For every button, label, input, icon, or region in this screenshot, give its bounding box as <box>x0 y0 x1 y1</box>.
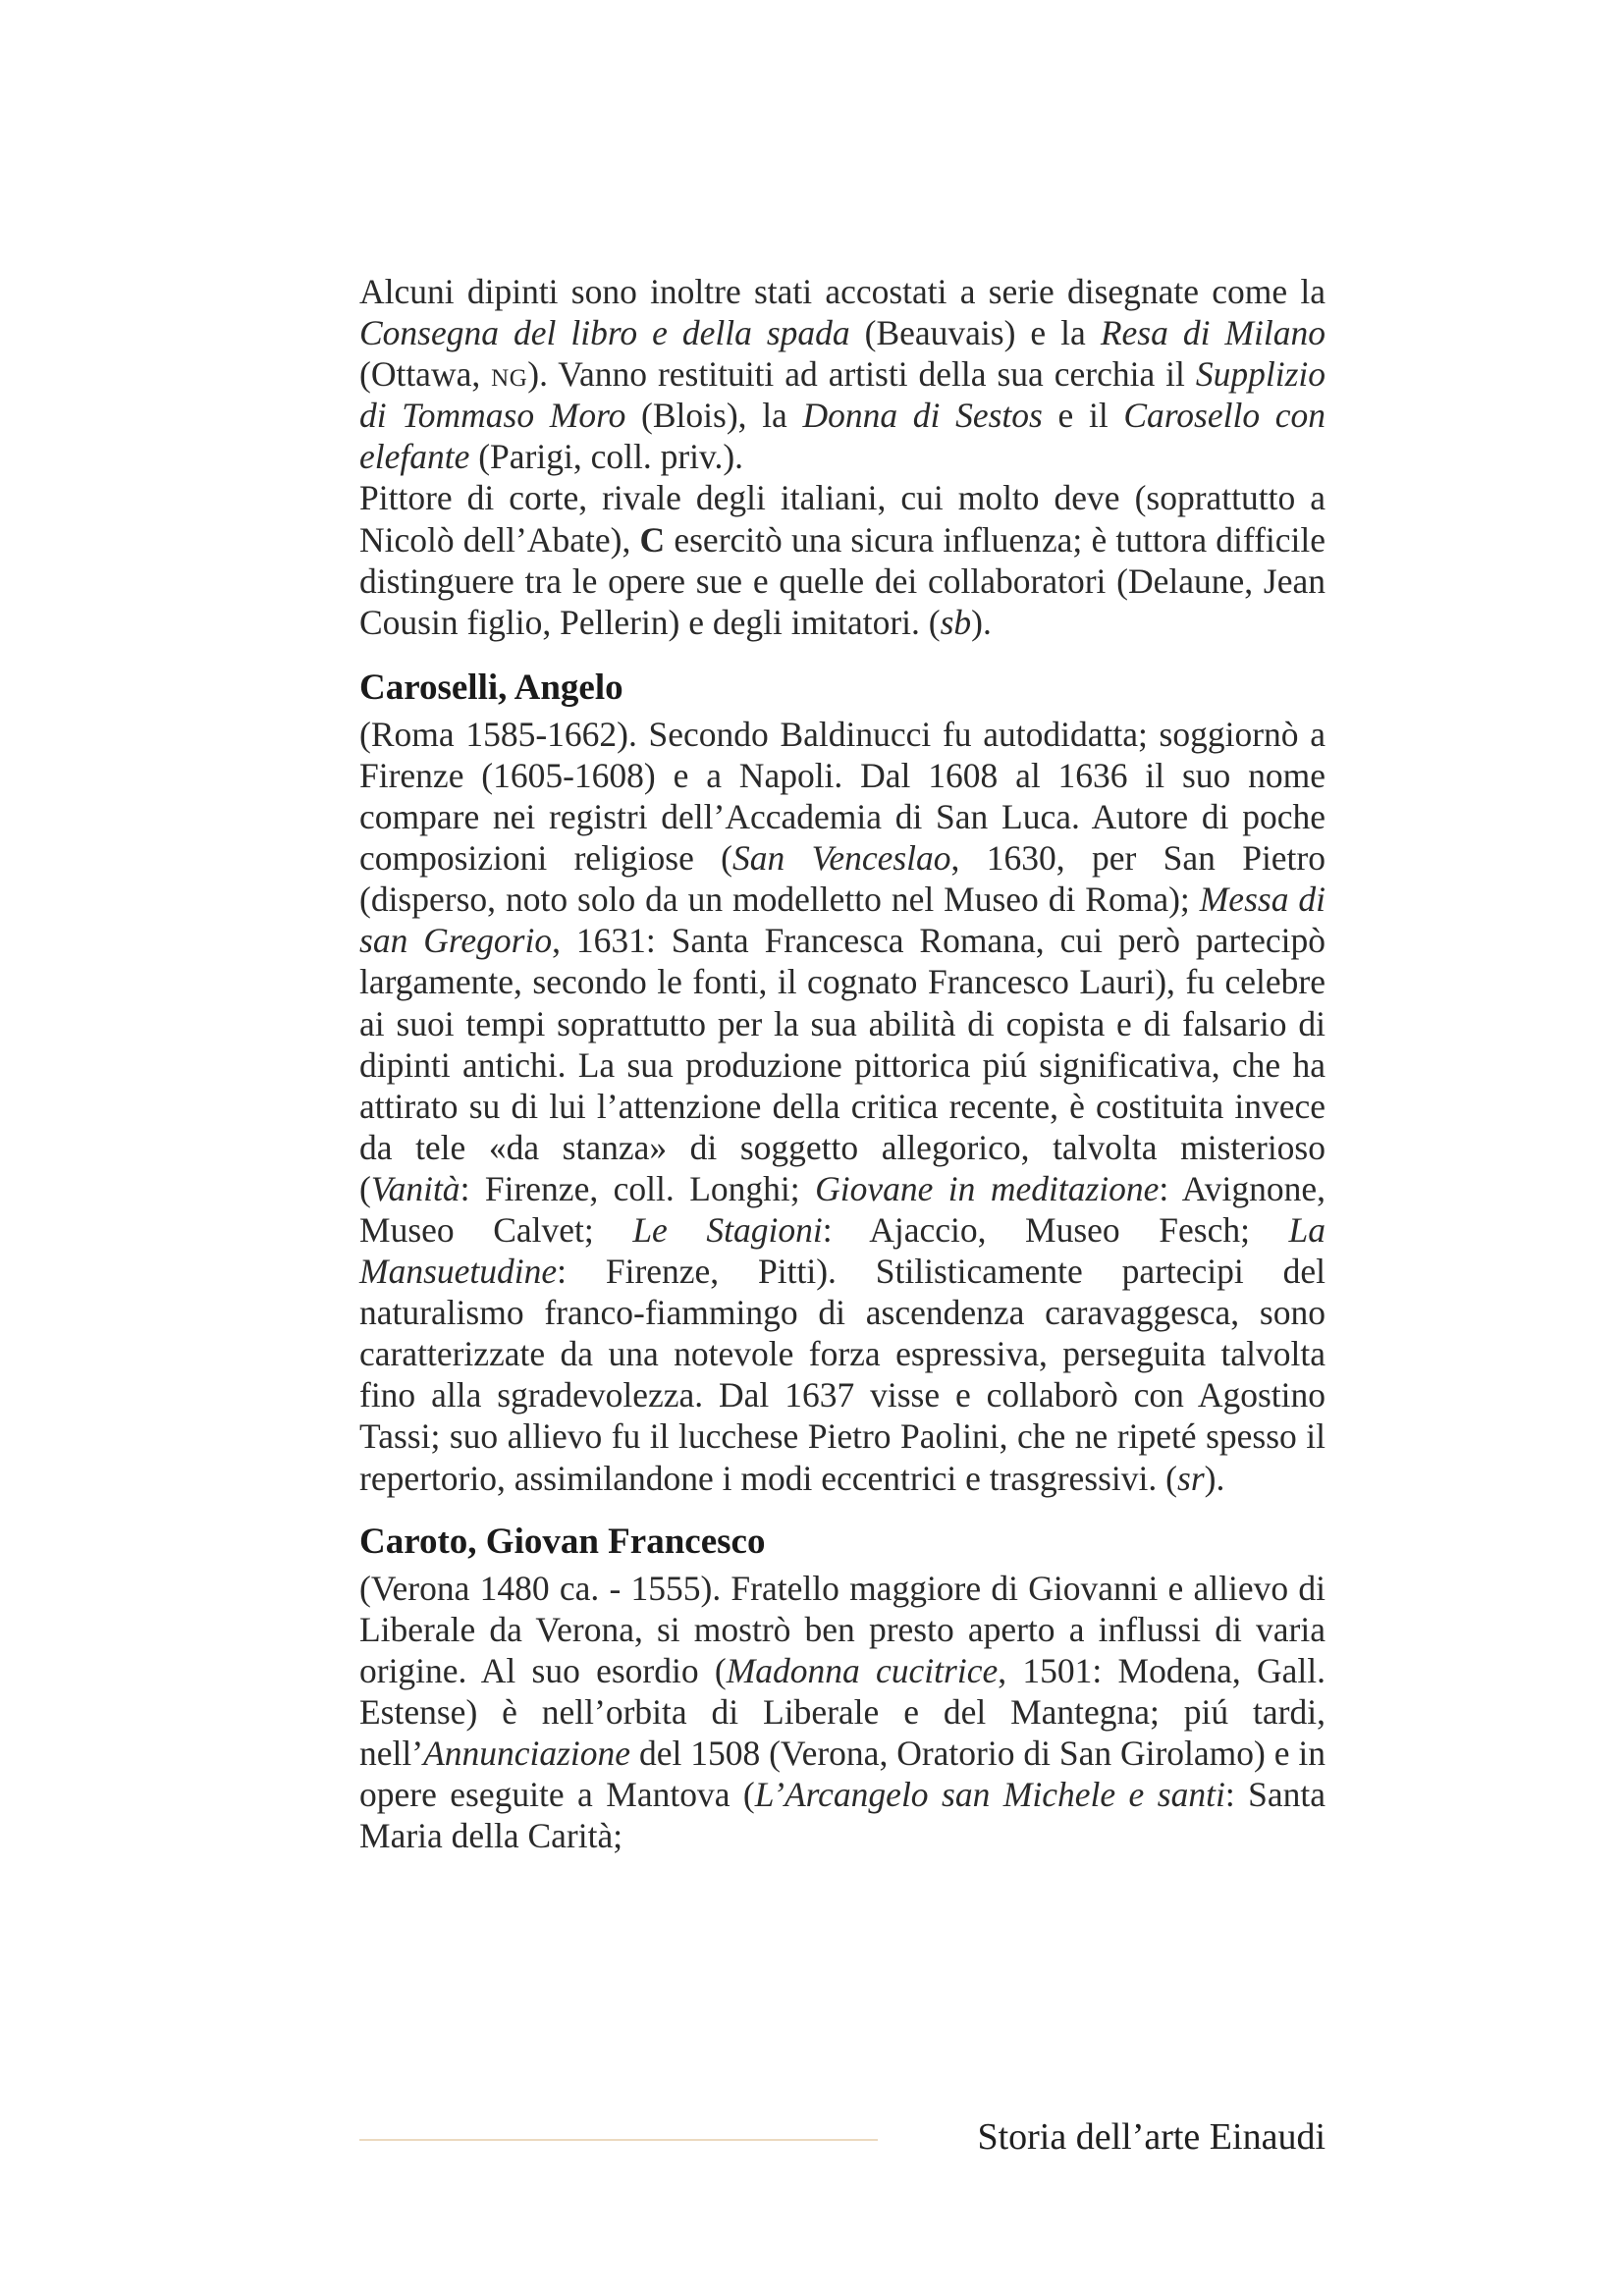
italic-run: sb <box>940 602 972 642</box>
text-run: : Avignone, Museo Calvet; <box>359 1168 1325 1250</box>
italic-run: San Venceslao <box>732 838 951 879</box>
text-run: del 1508 (Verona, Oratorio di San Girolamo) e in opere eseguite a Mantova ( <box>359 1734 1325 1815</box>
page-footer <box>359 2112 1325 2162</box>
italic-run: sr <box>1177 1458 1205 1498</box>
text-run: (Parigi, coll. priv.). <box>469 437 744 477</box>
text-run: , 1631: Santa Francesca Romana, cui però partecipò largamente, secondo le fonti, il cognato Francesco Lauri), fu celebre ai suoi tempi soprattutto per la sua abilità di copista e di falsario di dipinti antichi. La sua produzione pittorica piú significativa, che ha attirato su di lui l’attenzione della critica recente, è costituita invece da tele «da stanza» di soggetto allegorico, talvolta misterioso ( <box>359 921 1325 1208</box>
italic-run: Donna di Sestos <box>802 396 1043 436</box>
italic-run: Madonna cucitrice <box>726 1650 999 1690</box>
text-run: : Firenze, coll. Longhi; <box>460 1168 816 1208</box>
text-run: ). <box>971 602 992 642</box>
entry-body-caroto <box>359 1568 1325 1857</box>
italic-run: Carosello con elefante <box>359 396 1326 477</box>
continuation-paragraph-1 <box>359 271 1325 477</box>
italic-run: Le Stagioni <box>632 1209 823 1250</box>
text-run: : Ajaccio, Museo Fesch; <box>822 1209 1289 1250</box>
text-run: (Verona 1480 ca. - 1555). Fratello maggiore di Giovanni e allievo di Liberale da Verona, si mostrò ben presto aperto a influssi di varia origine. Al suo esordio ( <box>359 1568 1325 1690</box>
text-run: ). Vanno restituiti ad artisti della sua cerchia il <box>527 354 1196 395</box>
footer-title: Storia dell’arte Einaudi <box>977 2116 1325 2158</box>
text-run: e il <box>1042 396 1124 436</box>
text-run: (Ottawa, <box>359 354 492 395</box>
footer-rule <box>359 2139 878 2141</box>
text-run: , 1630, per San Pietro (disperso, noto solo da un modelletto nel Museo di Roma); <box>359 838 1325 920</box>
text-run: Alcuni dipinti sono inoltre stati accostati a serie disegnate come la <box>359 272 1325 311</box>
entry-heading-caroto: Caroto, Giovan Francesco <box>359 1521 766 1562</box>
italic-run: L’Arcangelo san Michele e santi <box>754 1775 1225 1815</box>
italic-run: Annunciazione <box>423 1734 631 1773</box>
italic-run: Resa di Milano <box>1100 313 1325 353</box>
italic-run: Vanità <box>370 1168 460 1208</box>
italic-run: Supplizio di Tommaso Moro <box>359 354 1325 436</box>
entry-body-caroselli <box>359 714 1325 1499</box>
text-run: , 1501: Modena, Gall. Estense) è nell’orbita di Liberale e del Mantegna; piú tardi, nell’ <box>359 1650 1325 1773</box>
italic-run: La Mansuetudine <box>359 1209 1326 1292</box>
text-run: : Santa Maria della Carità; <box>359 1775 1326 1856</box>
continuation-paragraph-2 <box>359 477 1325 642</box>
italic-run: Messa di san Gregorio <box>359 880 1326 961</box>
entry-heading-caroselli: Caroselli, Angelo <box>359 667 623 708</box>
bold-run: C <box>639 519 666 560</box>
small-caps-run: ng <box>491 354 528 395</box>
text-run: : Firenze, Pitti). Stilisticamente partecipi del naturalismo franco-fiammingo di ascendenza caravaggesca, sono caratterizzate da una notevole forza espressiva, perseguita talvolta fino alla sgradevolezza. Dal 1637 visse e collaborò con Agostino Tassi; suo allievo fu il lucchese Pietro Paolini, che ne ripeté spesso il repertorio, assimilandone i modi eccentrici e trasgressivi. ( <box>359 1252 1325 1498</box>
page-body <box>359 271 1325 1856</box>
text-run: esercitò una sicura influenza; è tuttora difficile distinguere tra le opere sue e quelle dei collaboratori (Delaune, Jean Cousin figlio, Pellerin) e degli imitatori. ( <box>359 519 1325 642</box>
text-run: (Beauvais) e la <box>849 313 1101 353</box>
text-run: (Roma 1585-1662). Secondo Baldinucci fu autodidatta; soggiornò a Firenze (1605-1608) e a Napoli. Dal 1608 al 1636 il suo nome compare nei registri dell’Accademia di San Luca. Autore di poche composizioni religiose ( <box>359 714 1325 879</box>
italic-run: Consegna del libro e della spada <box>359 313 850 353</box>
text-run: Pittore di corte, rivale degli italiani, cui molto deve (soprattutto a Nicolò dell’Abate), <box>359 478 1325 560</box>
text-run: ). <box>1204 1458 1225 1498</box>
italic-run: Giovane in meditazione <box>815 1168 1160 1208</box>
text-run: (Blois), la <box>625 396 803 436</box>
